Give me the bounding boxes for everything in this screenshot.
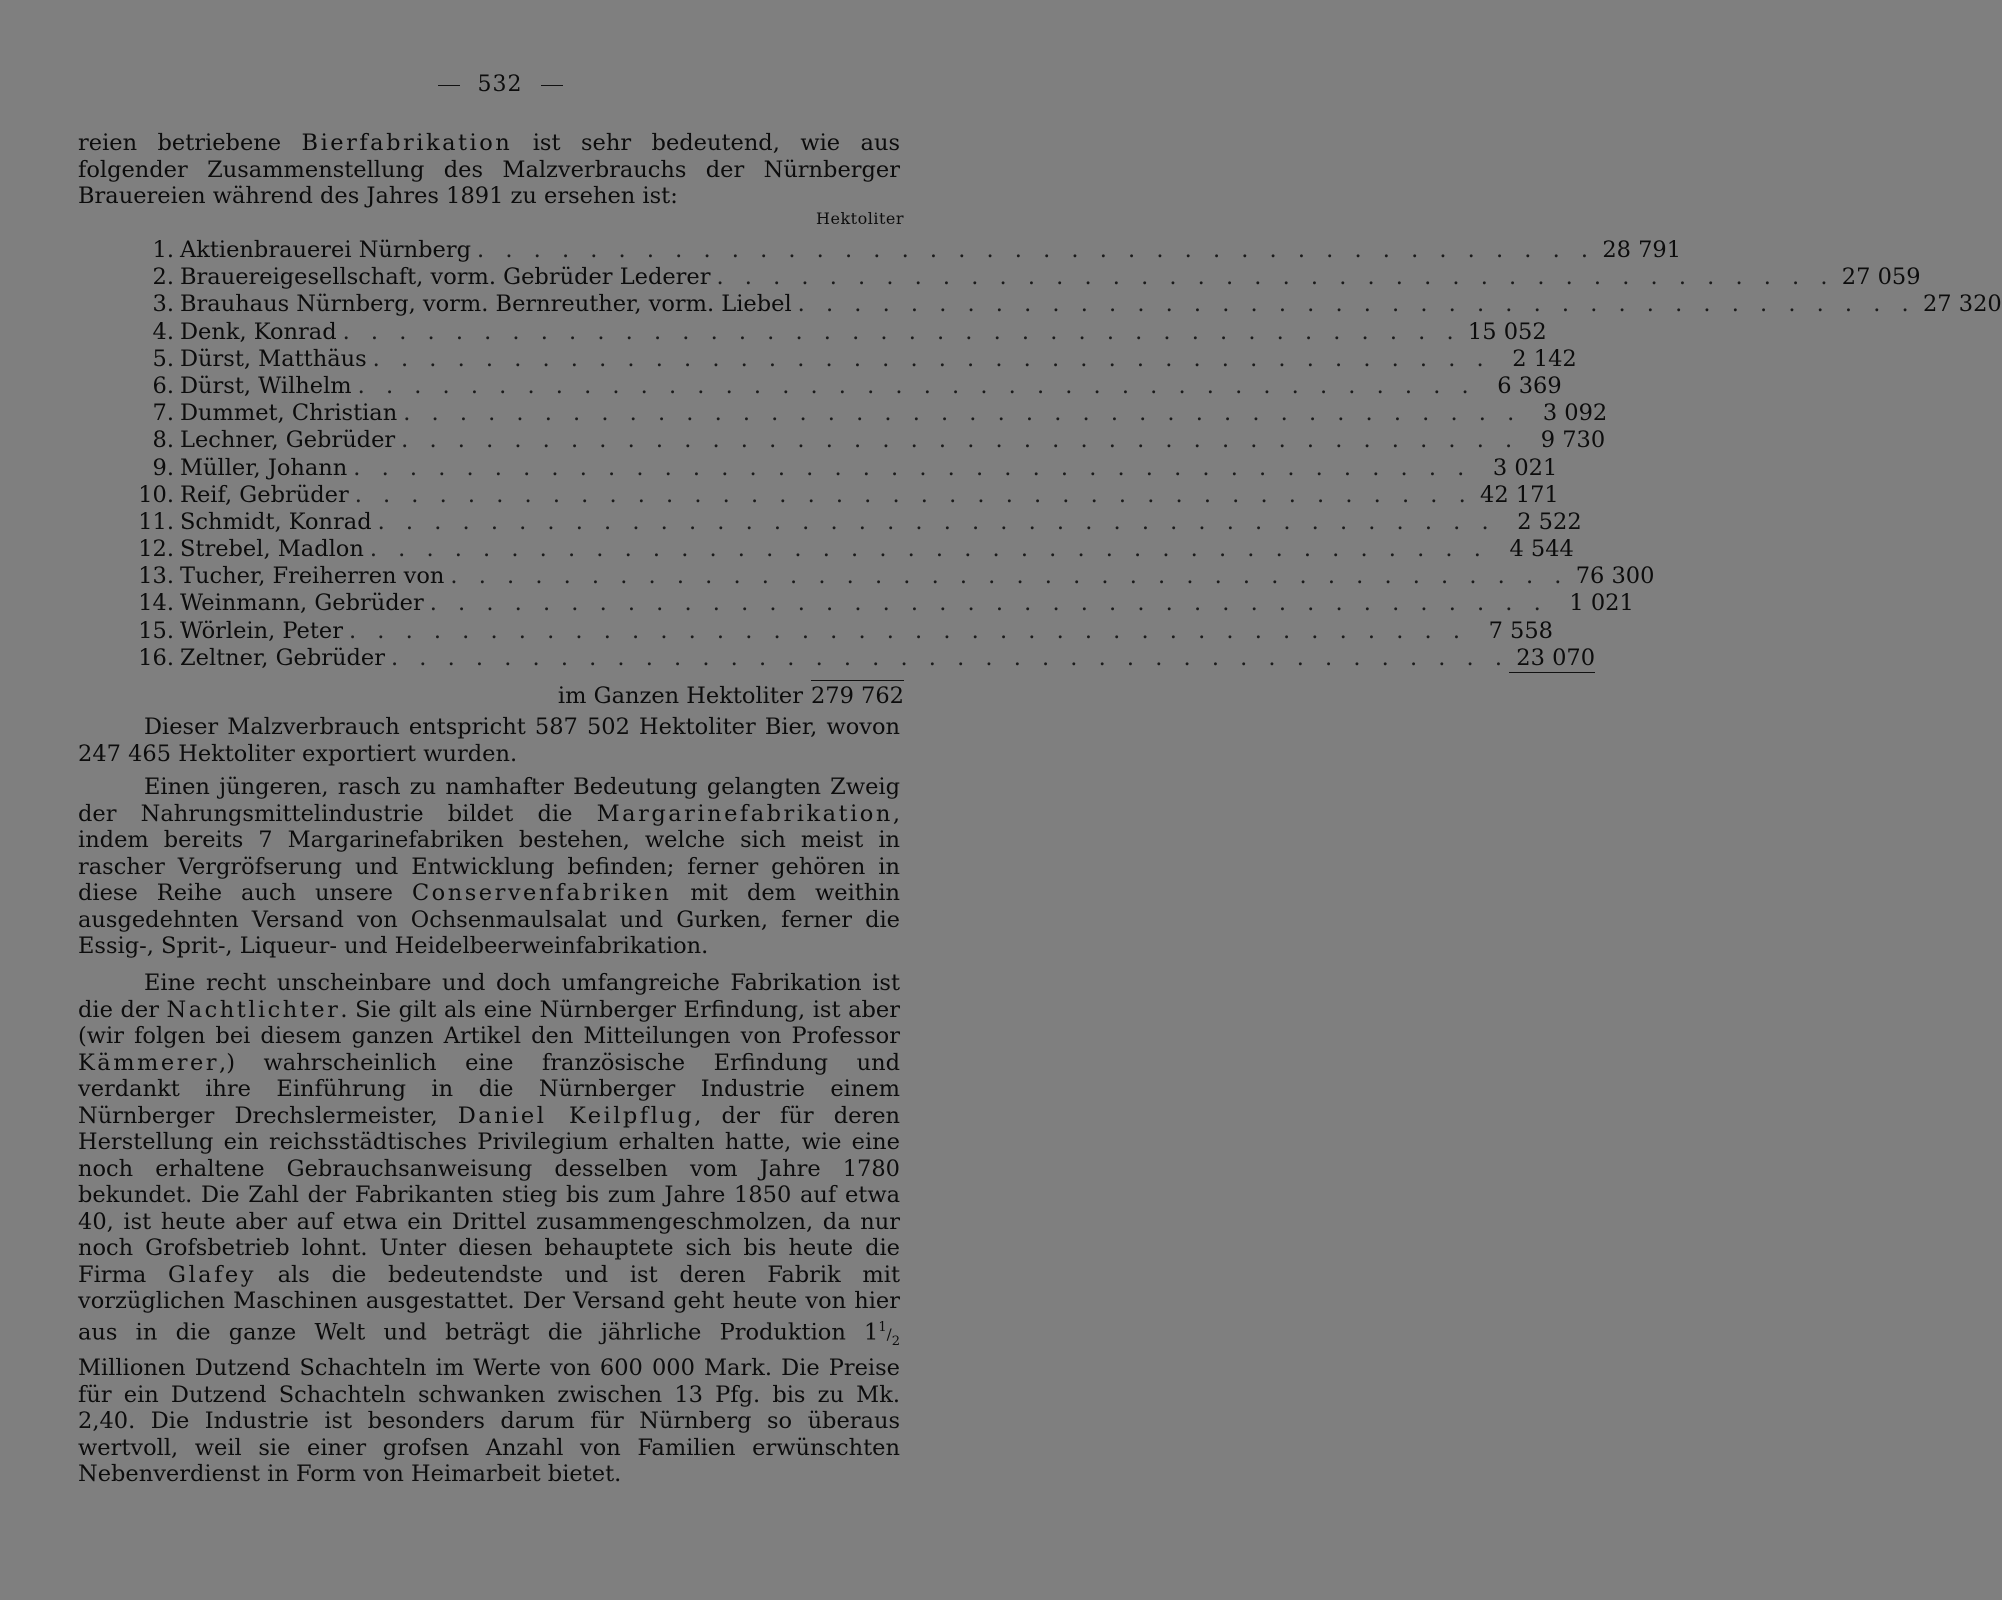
- page-number-text: 532: [477, 72, 523, 97]
- row-hectoliter-value: 6 369: [1497, 372, 1562, 399]
- row-number: 3.: [152, 291, 174, 318]
- nacht-text-b: . Sie gilt als eine Nürnberger Erfindung, ist aber (wir folgen bei diesem ganzen Artikel den Mitteilungen von Professor: [78, 996, 900, 1049]
- row-hectoliter-value: 1 021: [1569, 590, 1634, 617]
- row-dot-leader: . . . . . . . . . . . . . . . . . . . . . . . . . . . . . . . . . . . . . . . .: [403, 400, 1522, 427]
- table-row: [118, 508, 1582, 536]
- row-dot-leader: . . . . . . . . . . . . . . . . . . . . . . . . . . . . . . . . . . . . . . . .: [450, 563, 1569, 590]
- intro-emphasis: Bierfabrikation: [301, 130, 513, 156]
- row-dot-leader: . . . . . . . . . . . . . . . . . . . . . . . . . . . . . . . . . . . . . . . .: [372, 345, 1491, 372]
- row-number: 15.: [138, 617, 174, 644]
- row-number: 12.: [138, 536, 174, 563]
- table-row: [118, 237, 1682, 264]
- table-total-value: 279 762: [811, 680, 904, 709]
- row-number: 11.: [138, 508, 174, 535]
- table-row: [118, 264, 1921, 291]
- row-number: 9.: [152, 454, 174, 481]
- row-hectoliter-value: 15 052: [1467, 318, 1547, 345]
- row-dot-leader: . . . . . . . . . . . . . . . . . . . . . . . . . . . . . . . . . . . . . . . .: [357, 372, 1476, 399]
- row-brewery-name: Schmidt, Konrad: [180, 508, 372, 535]
- row-brewery-name: Strebel, Madlon: [180, 536, 364, 563]
- row-dot-leader: . . . . . . . . . . . . . . . . . . . . . . . . . . . . . . . . . . . . . . . .: [797, 291, 1916, 318]
- intro-paragraph: [78, 130, 900, 210]
- margarine-text-a: Einen jüngeren, rasch zu namhafter Bedeutung gelangten Zweig der Nahrungsmittelindustrie bildet die: [78, 774, 900, 827]
- row-brewery-name: Zeltner, Gebrüder: [180, 644, 385, 671]
- row-brewery-name: Reif, Gebrüder: [180, 481, 349, 508]
- row-dot-leader: . . . . . . . . . . . . . . . . . . . . . . . . . . . . . . . . . . . . . . . .: [354, 481, 1473, 508]
- nacht-text-e: als die bedeutendste und ist deren Fabrik mit vorzüglichen Maschinen ausgestattet. Der Versand geht heute von hier aus in die ganze Welt und beträgt die jährliche Produktion 1: [78, 1261, 901, 1345]
- nacht-emphasis-c: Daniel Keilpflug: [457, 1102, 695, 1129]
- row-number: 1.: [152, 237, 174, 263]
- fraction-denominator: 2: [891, 1333, 900, 1349]
- row-brewery-name: Lechner, Gebrüder: [180, 427, 396, 454]
- row-dot-leader: . . . . . . . . . . . . . . . . . . . . . . . . . . . . . . . . . . . . . . . .: [353, 454, 1472, 481]
- row-dot-leader: . . . . . . . . . . . . . . . . . . . . . . . . . . . . . . . . . . . . . . . .: [429, 590, 1548, 617]
- table-row: [118, 590, 1634, 617]
- table-row: [118, 563, 1655, 590]
- row-brewery-name: Wörlein, Peter: [180, 617, 343, 644]
- row-brewery-name: Dürst, Wilhelm: [180, 372, 352, 399]
- row-number: 7.: [152, 400, 174, 427]
- row-hectoliter-value: 3 021: [1492, 454, 1558, 481]
- table-row: [118, 345, 1577, 373]
- nacht-text-a: Eine recht unscheinbare und doch umfangreiche Fabrikation ist die der: [78, 970, 900, 1023]
- row-brewery-name: Müller, Johann: [180, 454, 348, 481]
- margarine-text-b: , indem bereits 7 Margarinefabriken bestehen, welche sich meist in rascher Vergröfserung und Entwicklung befinden; ferner gehören in diese Reihe auch unsere: [78, 800, 900, 906]
- table-row: [118, 427, 1606, 454]
- margarine-text-c: mit dem weithin ausgedehnten Versand von Ochsenmaulsalat und Gurken, ferner die Essig-, Sprit-, Liqueur- und Heidelbeerweinfabrikation.: [78, 880, 901, 959]
- row-number: 16.: [138, 644, 174, 671]
- fraction-numerator: 1: [878, 1319, 887, 1335]
- table-row: [118, 400, 1608, 427]
- paragraph-malzverbrauch: Dieser Malzverbrauch entspricht 587 502 Hektoliter Bier, wovon 247 465 Hektoliter exportiert wurden.: [78, 714, 900, 767]
- brewery-table: [118, 237, 2002, 672]
- row-number: 2.: [152, 264, 174, 291]
- table-row: [118, 481, 1559, 509]
- row-brewery-name: Brauhaus Nürnberg, vorm. Bernreuther, vorm. Liebel: [180, 291, 792, 318]
- row-number: 10.: [138, 481, 174, 508]
- row-hectoliter-value: 2 522: [1517, 508, 1582, 535]
- row-dot-leader: . . . . . . . . . . . . . . . . . . . . . . . . . . . . . . . . . . . . . . . .: [348, 617, 1467, 644]
- nacht-text-f: Millionen Dutzend Schachteln im Werte von 600 000 Mark. Die Preise für ein Dutzend Schachteln schwanken zwischen 13 Pfg. bis zu Mk. 2,40. Die Industrie ist besonders darum für Nürnberg so überaus wertvoll, weil sie einer grofsen Anzahl von Familien erwünschten Nebenverdienst in Form von Heimarbeit bietet.: [78, 1355, 900, 1487]
- page-number: [0, 72, 1000, 97]
- table-unit-header: Hektoliter: [816, 209, 904, 228]
- table-row: [118, 291, 2002, 318]
- table-row: [118, 372, 1562, 400]
- nacht-text-d: , der für deren Herstellung ein reichsstädtisches Privilegium erhalten hatte, wie eine noch erhaltene Gebrauchsanweisung desselben vom Jahre 1780 bekundet. Die Zahl der Fabrikanten stieg bis zum Jahre 1850 auf etwa 40, ist heute aber auf etwa ein Drittel zusammengeschmolzen, da nur noch Grofsbetrieb lohnt. Unter diesen behauptete sich bis heute die Firma: [78, 1102, 900, 1288]
- row-dot-leader: . . . . . . . . . . . . . . . . . . . . . . . . . . . . . . . . . . . . . . . .: [342, 318, 1461, 345]
- nacht-emphasis-d: Glafey: [168, 1261, 256, 1288]
- table-row: [118, 617, 1553, 645]
- table-row: [118, 318, 1547, 346]
- nacht-text-c: ,) wahrscheinlich eine französische Erfindung und verdankt ihre Einführung in die Nürnberger Industrie einem Nürnberger Drechslermeister,: [78, 1049, 900, 1129]
- row-brewery-name: Denk, Konrad: [180, 318, 337, 345]
- table-row: [118, 644, 1596, 672]
- row-brewery-name: Dürst, Matthäus: [180, 345, 367, 372]
- nacht-emphasis-b: Kämmerer: [78, 1049, 220, 1076]
- row-number: 13.: [138, 563, 174, 590]
- intro-text-a: reien betriebene: [78, 130, 302, 156]
- margarine-emphasis-a: Margarinefabrikation: [596, 800, 893, 827]
- row-number: 6.: [152, 372, 174, 399]
- row-hectoliter-value: 7 558: [1488, 617, 1553, 644]
- table-row: [118, 536, 1574, 563]
- row-number: 4.: [152, 318, 174, 345]
- row-hectoliter-value: 2 142: [1512, 345, 1577, 372]
- page-number-dash-right: [541, 85, 563, 86]
- row-brewery-name: Weinmann, Gebrüder: [180, 590, 424, 617]
- table-total-label: im Ganzen Hektoliter: [557, 683, 803, 709]
- paragraph-margarine: [78, 774, 900, 960]
- row-hectoliter-value: 9 730: [1540, 427, 1606, 454]
- paragraph-nachtlichter: Eine recht unscheinbare und doch umfangreiche Fabrikation ist die der Nachtlichter. Sie gilt als eine Nürnberger Erfindung, ist aber (wir folgen bei diesem ganzen Artikel den Mitteilungen von Professor Kämmerer,) wahrscheinlich eine französische Erfindung und verdankt ihre Einführung in die Nürnberger Industrie einem Nürnberger Drechslermeister, Daniel Keilpflug, der für deren Herstellung ein reichsstädtisches Privilegium erhalten hatte, wie eine noch erhaltene Gebrauchsanweisung desselben vom Jahre 1780 bekundet. Die Zahl der Fabrikanten stieg bis zum Jahre 1850 auf etwa 40, ist heute aber auf etwa ein Drittel zusammengeschmolzen, da nur noch Grofsbetrieb lohnt. Unter diesen behauptete sich bis heute die Firma Glafey als die bedeutendste und ist deren Fabrik mit vorzüglichen Maschinen ausgestattet. Der Versand geht heute von hier aus in die ganze Welt und beträgt die jährliche Produktion $1^1/_2$ Millionen Dutzend Schachteln im Werte von 600 000 Mark. Die Preise für ein Dutzend Schachteln schwanken zwischen 13 Pfg. bis zu Mk. 2,40. Die Industrie ist besonders darum für Nürnberg so überaus wertvoll, weil sie einer grofsen Anzahl von Familien erwünschten Nebenverdienst in Form von Heimarbeit bietet.: [78, 970, 901, 1487]
- row-hectoliter-value: 4 544: [1509, 536, 1574, 563]
- row-hectoliter-value: 28 791: [1602, 237, 1682, 263]
- row-number: 14.: [138, 590, 174, 617]
- row-number: 5.: [152, 345, 174, 372]
- row-dot-leader: . . . . . . . . . . . . . . . . . . . . . . . . . . . . . . . . . . . . . . . .: [391, 644, 1510, 671]
- row-brewery-name: Tucher, Freiherren von: [180, 563, 445, 590]
- row-hectoliter-value: 76 300: [1575, 563, 1655, 590]
- row-hectoliter-value: 3 092: [1542, 400, 1608, 427]
- row-hectoliter-value: 42 171: [1480, 481, 1559, 508]
- page-number-dash-left: [438, 85, 460, 86]
- row-brewery-name: Brauereigesellschaft, vorm. Gebrüder Lederer: [180, 264, 711, 291]
- table-row: [118, 454, 1558, 482]
- row-dot-leader: . . . . . . . . . . . . . . . . . . . . . . . . . . . . . . . . . . . . . . . .: [377, 508, 1496, 535]
- nacht-emphasis-a: Nachtlichter: [166, 996, 341, 1023]
- row-hectoliter-value: 27 320: [1922, 291, 2002, 318]
- row-brewery-name: Aktienbrauerei Nürnberg: [180, 237, 472, 263]
- row-hectoliter-value: 23 070: [1509, 645, 1595, 673]
- row-hectoliter-value: 27 059: [1841, 264, 1921, 291]
- row-dot-leader: . . . . . . . . . . . . . . . . . . . . . . . . . . . . . . . . . . . . . . . .: [716, 264, 1835, 291]
- row-dot-leader: . . . . . . . . . . . . . . . . . . . . . . . . . . . . . . . . . . . . . . . .: [401, 427, 1520, 454]
- row-dot-leader: . . . . . . . . . . . . . . . . . . . . . . . . . . . . . . . . . . . . . . . .: [477, 237, 1596, 263]
- row-brewery-name: Dummet, Christian: [180, 400, 398, 427]
- intro-text-b: ist sehr bedeutend, wie aus folgender Zusammenstellung des Malzverbrauchs der Nürnberger Brauereien während des Jahres 1891 zu ersehen ist:: [78, 130, 900, 209]
- table-total-row: [558, 680, 904, 709]
- margarine-emphasis-b: Conservenfabriken: [411, 880, 672, 906]
- row-number: 8.: [152, 427, 174, 454]
- row-dot-leader: . . . . . . . . . . . . . . . . . . . . . . . . . . . . . . . . . . . . . . . .: [369, 536, 1488, 563]
